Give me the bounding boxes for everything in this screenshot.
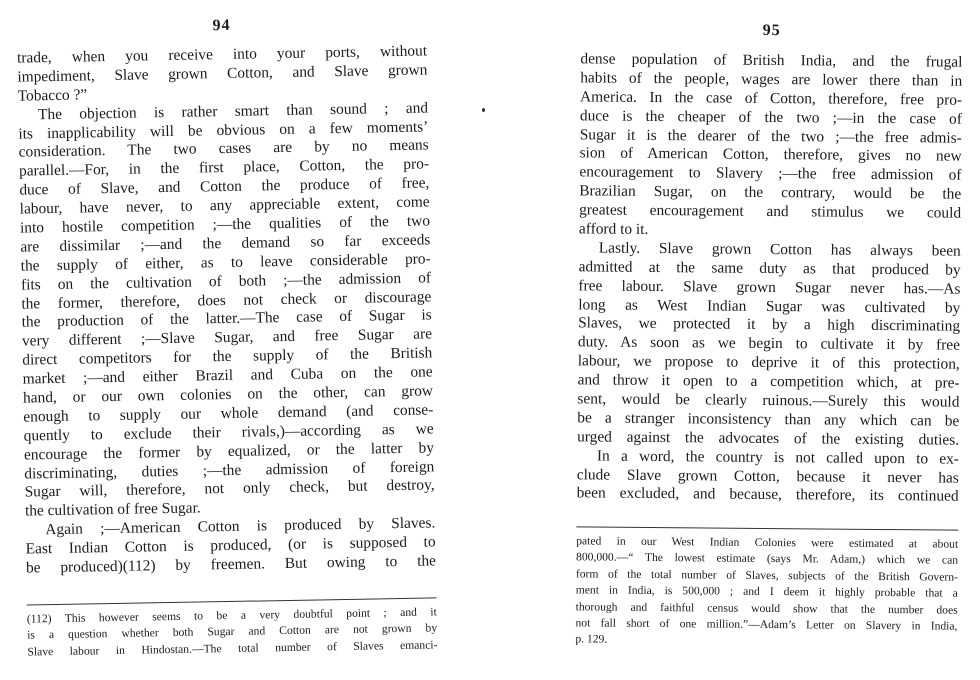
text-line: greatest encouragement and stimulus we could: [579, 201, 962, 222]
text-line: trade, when you receive into your ports, without: [16, 42, 428, 67]
footnote-line: Slave labour in Hindostan.—The total number of Slaves emanci-: [27, 638, 438, 659]
text-line: Lastly. Slave grown Cotton has always been: [598, 239, 961, 260]
text-line: clude Slave grown Cotton, because it never has: [576, 465, 959, 487]
text-line: sent, would be clearly ruinous.—Surely this would: [577, 390, 960, 411]
text-line: The objection is rather smart than sound ; and: [37, 99, 429, 123]
footnote-line: thorough and faithful census would show that the number does: [575, 599, 958, 617]
left-page: [16, 0, 438, 680]
text-line: consideration. The two cases are by no means: [18, 136, 429, 162]
text-line: encourage the former by equalized, or the latter by: [23, 439, 435, 464]
text-line: its inapplicability will be obvious on a few moments’: [18, 118, 429, 143]
right-page: [575, 0, 963, 678]
text-line: duce of Slave, and Cotton the produce of free,: [19, 174, 430, 199]
text-line: be produced)(112) by freemen. But owing to the: [25, 552, 437, 577]
page-number: 94: [212, 16, 231, 35]
page-number: 95: [762, 21, 781, 40]
text-line: into hostile competition ;—the qualities of the two: [19, 212, 431, 237]
text-line: urged against the advocates of the existing duties.: [577, 428, 960, 449]
footnote-line: p. 129.: [575, 632, 608, 646]
text-line: long as West Indian Sugar was cultivated by: [578, 295, 961, 317]
text-line: discriminating, duties ;—the admission of foreign: [24, 457, 435, 483]
footnote-block: [27, 597, 438, 660]
body-text: [577, 50, 963, 507]
text-line: afford to it.: [578, 220, 649, 238]
footnote-line: ment in India, is 500,000 ; and I deem it highly probable that a: [575, 583, 958, 600]
text-line: are dissimilar ;—and the demand so far exceeds: [20, 231, 431, 256]
footnote-block: [575, 526, 958, 651]
text-line: direct competitors for the supply of the British: [22, 344, 433, 369]
text-line: quently to exclude their rivals,)—according as we: [23, 420, 434, 445]
text-line: Slaves, we protected it by a high discriminating: [578, 314, 961, 336]
text-line: the production of the latter.—The case of Sugar is: [21, 306, 432, 332]
text-line: very different ;—Slave Sugar, and free Sugar are: [21, 325, 433, 350]
text-line: Sugar it is the dearer of the two ;—the free admis-: [579, 125, 962, 147]
text-line: habits of the people, wages are lower there than in: [580, 69, 963, 90]
text-line: free labour. Slave grown Sugar never has.—As: [578, 277, 961, 298]
footnote-line: is a question whether both Sugar and Cotton are not grown by: [27, 621, 438, 642]
text-line: sion of American Cotton, therefore, gives no new: [579, 144, 962, 166]
text-line: and throw it open to a competition which, at pre-: [577, 371, 960, 392]
text-line: encouragement to Slavery ;—the free admission of: [579, 163, 962, 185]
text-line: the cultivation of free Sugar.: [24, 499, 201, 520]
text-line: Sugar will, therefore, not only check, but destroy,: [24, 476, 435, 502]
text-line: fits on the cultivation of both ;—the admission of: [20, 269, 432, 294]
footnote-line: form of the total number of Slaves, subjects of the British Govern-: [575, 567, 958, 584]
text-line: the supply of either, as to leave considerable pro-: [20, 250, 431, 275]
text-line: enough to supply our whole demand (and conse-: [23, 401, 434, 426]
text-line: Again ;—American Cotton is produced by Slaves.: [45, 514, 436, 539]
text-line: dense population of British India, and the frugal: [580, 50, 963, 71]
ink-speck: [482, 108, 485, 112]
text-line: In a word, the country is not called upon to ex-: [596, 447, 960, 468]
text-line: parallel.—For, in the first place, Cotton, the pro-: [18, 155, 430, 180]
footnote-line: 800,000.—“ The lowest estimate (says Mr. Adam,) which we can: [576, 550, 959, 568]
text-line: market ;—and either Brazil and Cuba on the one: [22, 363, 433, 388]
footnote-line: not fall short of one million.”—Adam’s Letter on Slavery in India,: [575, 616, 958, 633]
text-line: labour, we propose to deprive it of this protection,: [577, 352, 960, 373]
text-line: America. In the case of Cotton, therefore, free pro-: [580, 88, 963, 109]
footnote-line: pated in our West Indian Colonies were estimated at about: [576, 534, 959, 551]
text-line: East Indian Cotton is produced, (or is supposed to: [25, 533, 436, 558]
body-text: [17, 42, 436, 578]
text-line: labour, have never, to any appreciable extent, come: [19, 193, 430, 218]
text-line: duty. As soon as we begin to cultivate it by free: [577, 333, 961, 355]
text-line: impediment, Slave grown Cotton, and Slave grown: [17, 61, 428, 86]
footnote-line: (112) This however seems to be a very doubtful point ; and it: [26, 605, 437, 626]
text-line: be a stranger inconsistency than any which can be: [577, 409, 960, 430]
text-line: duce is the cheaper of the two ;—in the case of: [579, 107, 962, 128]
text-line: Brazilian Sugar, on the contrary, would be the: [579, 182, 962, 203]
text-line: been excluded, and because, therefore, its continued: [576, 484, 959, 506]
text-line: hand, or our own colonies on the other, can grow: [22, 382, 434, 407]
text-line: admitted at the same duty as that produced by: [578, 258, 961, 279]
text-line: Tobacco ?”: [17, 86, 88, 105]
text-line: the former, therefore, does not check or discourage: [21, 288, 432, 313]
